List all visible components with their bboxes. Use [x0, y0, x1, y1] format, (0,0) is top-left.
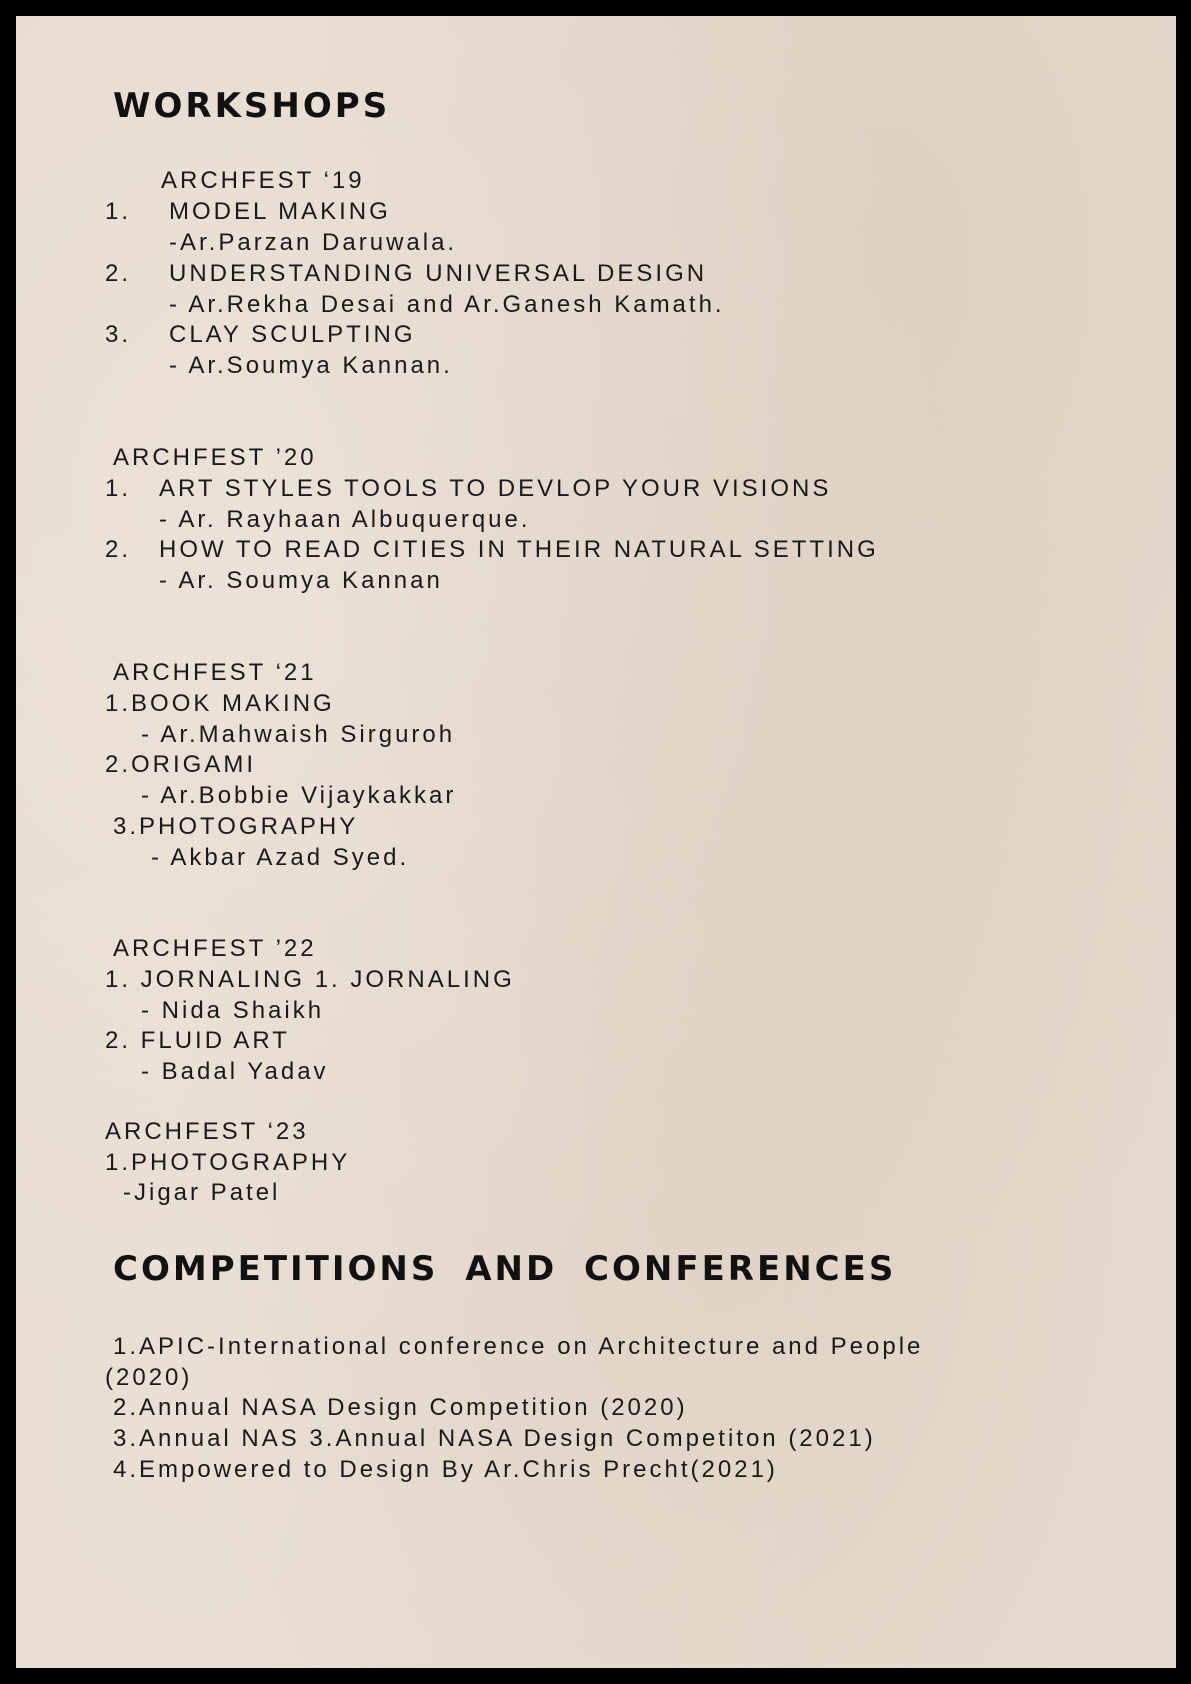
workshops-heading: WORKSHOPS [113, 86, 391, 126]
archfest-23-item1: 1.PHOTOGRAPHY [105, 1149, 351, 1176]
archfest-20-title: ARCHFEST ’20 [113, 444, 317, 471]
archfest-19-item2: UNDERSTANDING UNIVERSAL DESIGN [169, 260, 708, 287]
archfest-22-item2: 2. FLUID ART [105, 1027, 290, 1054]
archfest-21-title: ARCHFEST ‘21 [113, 659, 317, 686]
archfest-21-item2-presenter: - Ar.Bobbie Vijaykakkar [141, 782, 457, 809]
competition-item-1-year: (2020) [105, 1364, 193, 1391]
archfest-20-item1: ART STYLES TOOLS TO DEVLOP YOUR VISIONS [159, 475, 832, 502]
archfest-20-item1-presenter: - Ar. Rayhaan Albuquerque. [159, 506, 531, 533]
competition-item-1: 1.APIC-International conference on Architecture and People [113, 1333, 924, 1360]
archfest-19-item1: MODEL MAKING [169, 198, 391, 225]
archfest-19-item3-number: 3. [105, 321, 132, 348]
archfest-21-item1: 1.BOOK MAKING [105, 690, 335, 717]
competition-item-2: 2.Annual NASA Design Competition (2020) [113, 1394, 688, 1421]
archfest-20-item2-number: 2. [105, 536, 132, 563]
archfest-23-title: ARCHFEST ‘23 [105, 1118, 309, 1145]
archfest-22-title: ARCHFEST ’22 [113, 935, 317, 962]
competitions-heading: COMPETITIONS AND CONFERENCES [113, 1249, 897, 1289]
archfest-19-item2-presenter: - Ar.Rekha Desai and Ar.Ganesh Kamath. [169, 291, 725, 318]
competition-item-3: 3.Annual NAS 3.Annual NASA Design Competiton (2021) [113, 1425, 876, 1452]
archfest-22-item2-presenter: - Badal Yadav [141, 1058, 329, 1085]
competition-item-4: 4.Empowered to Design By Ar.Chris Precht(2021) [113, 1456, 778, 1483]
archfest-21-item3-presenter: - Akbar Azad Syed. [151, 844, 410, 871]
archfest-19-item1-presenter: -Ar.Parzan Daruwala. [169, 229, 458, 256]
archfest-20-item2-presenter: - Ar. Soumya Kannan [159, 567, 443, 594]
archfest-21-item3: 3.PHOTOGRAPHY [113, 813, 359, 840]
archfest-19-title: ARCHFEST ‘19 [161, 167, 365, 194]
archfest-23-item1-presenter: -Jigar Patel [123, 1179, 281, 1206]
archfest-21-item1-presenter: - Ar.Mahwaish Sirguroh [141, 721, 456, 748]
archfest-19-item3-presenter: - Ar.Soumya Kannan. [169, 352, 453, 379]
archfest-22-item1: 1. JORNALING 1. JORNALING [105, 966, 515, 993]
archfest-19-item2-number: 2. [105, 260, 132, 287]
archfest-20-item2: HOW TO READ CITIES IN THEIR NATURAL SETTING [159, 536, 879, 563]
archfest-22-item1-presenter: - Nida Shaikh [141, 997, 325, 1024]
archfest-21-item2: 2.ORIGAMI [105, 751, 257, 778]
archfest-20-item1-number: 1. [105, 475, 132, 502]
archfest-19-item1-number: 1. [105, 198, 132, 225]
archfest-19-item3: CLAY SCULPTING [169, 321, 416, 348]
document-page [16, 16, 1176, 1668]
